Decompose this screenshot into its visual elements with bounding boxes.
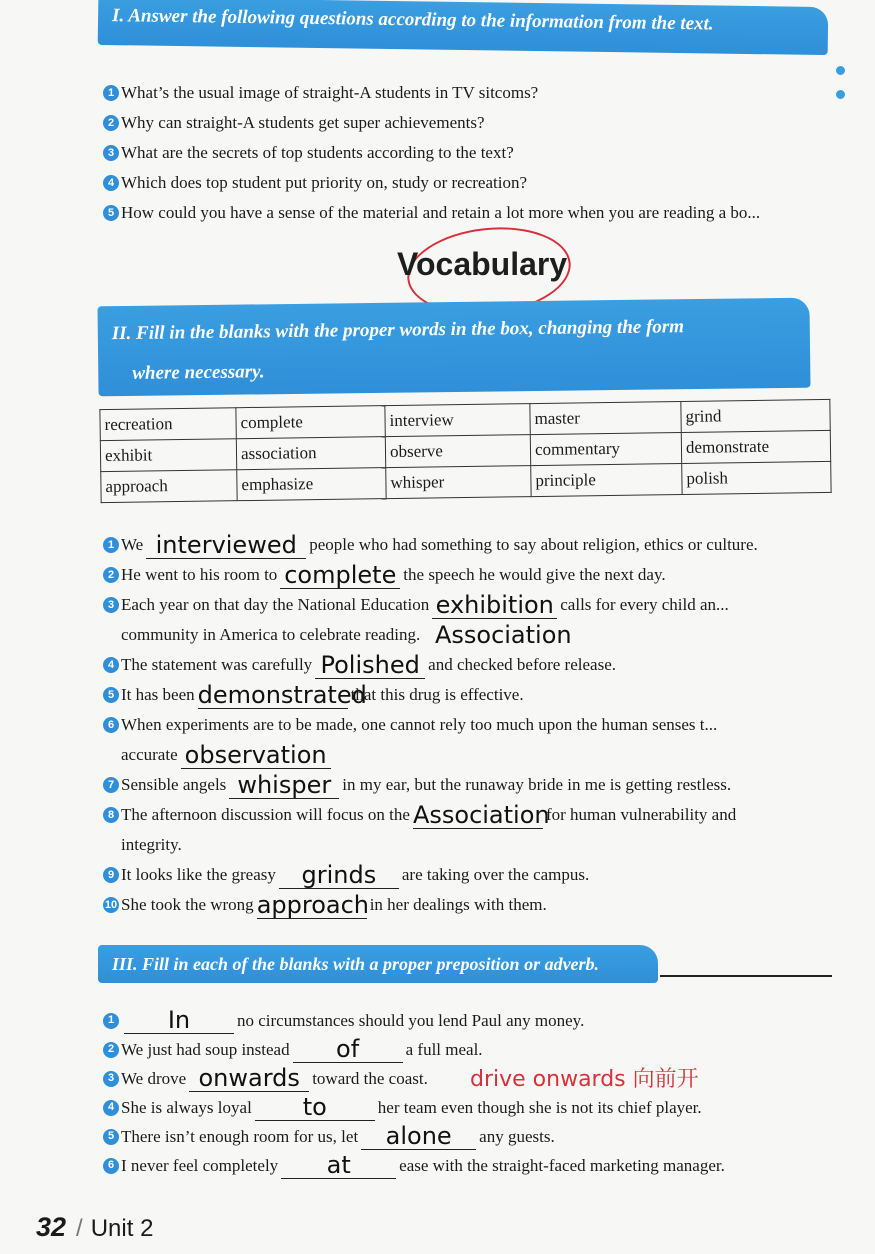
item-text-post: in my ear, but the runaway bride in me is getting restless. <box>342 775 732 794</box>
answer-blank[interactable]: demonstrated <box>197 680 367 709</box>
word-cell: whisper <box>386 466 531 499</box>
answer-blank[interactable]: onwards <box>189 1065 309 1092</box>
answer-blank[interactable]: of <box>293 1036 403 1063</box>
unit-label: Unit 2 <box>90 1215 154 1242</box>
fill-item <box>103 1122 843 1151</box>
fill-item <box>103 890 843 920</box>
section2-heading-line2: where necessary. <box>132 361 265 384</box>
item-text-post: people who had something to say about religion, ethics or culture. <box>309 535 758 554</box>
item-text-pre: I never feel completely <box>121 1156 279 1175</box>
item-text-pre: It looks like the greasy <box>121 865 276 884</box>
question-number: 4 <box>103 175 119 191</box>
item-number: 9 <box>103 867 119 883</box>
item-text-pre: There isn’t enough room for us, let <box>121 1127 359 1146</box>
item-text-pre: When experiments are to be made, one cannot rely too much upon the human senses t... <box>121 715 718 734</box>
item-number: 1 <box>103 537 119 553</box>
item-text-post: in her dealings with them. <box>369 895 547 914</box>
answer-blank[interactable]: exhibition <box>432 592 557 619</box>
section1-questions <box>103 78 843 228</box>
item-number: 1 <box>103 1013 119 1029</box>
fill-item <box>103 1006 843 1035</box>
item-text-pre: integrity. <box>121 835 182 854</box>
item-text-pre: The statement was carefully <box>121 655 313 674</box>
fill-item <box>103 1093 843 1122</box>
item-text-post: any guests. <box>479 1127 555 1146</box>
item-text-pre: She is always loyal <box>121 1098 252 1117</box>
fill-item <box>103 710 843 740</box>
item-text-pre: It has been <box>121 685 195 704</box>
section2-items <box>103 530 843 920</box>
item-text-pre: She took the wrong <box>121 895 254 914</box>
answer-blank[interactable]: interviewed <box>146 532 306 559</box>
item-number: 3 <box>103 1071 119 1087</box>
decor-dot <box>836 66 845 75</box>
question-number: 3 <box>103 145 119 161</box>
fill-item <box>103 1035 843 1064</box>
question-number: 2 <box>103 115 119 131</box>
item-number: 2 <box>103 567 119 583</box>
fill-item-continuation <box>103 740 843 770</box>
item-text-post: the speech he would give the next day. <box>403 565 666 584</box>
footer-separator: / <box>76 1215 83 1242</box>
word-cell: emphasize <box>237 468 386 501</box>
answer-blank[interactable]: alone <box>361 1123 476 1150</box>
item-number: 2 <box>103 1042 119 1058</box>
section1-heading: I. Answer the following questions according to the information from the text. <box>98 0 829 55</box>
question-text: What are the secrets of top students according to the text? <box>121 143 514 162</box>
word-cell: complete <box>236 406 385 439</box>
word-cell: association <box>236 437 385 470</box>
handwritten-note: drive onwards 向前开 <box>470 1067 699 1092</box>
item-text-pre: community in America to celebrate reading. <box>121 625 421 644</box>
item-number: 3 <box>103 597 119 613</box>
fill-item <box>103 650 843 680</box>
question-item <box>103 198 843 228</box>
answer-blank[interactable]: In <box>124 1007 234 1034</box>
item-text-pre: The afternoon discussion will focus on the <box>121 805 410 824</box>
fill-item <box>103 680 843 710</box>
word-cell: commentary <box>530 432 681 465</box>
item-text-post: for human vulnerability and <box>545 805 737 824</box>
item-text-post: her team even though she is not its chief player. <box>377 1098 702 1117</box>
item-number: 6 <box>103 1158 119 1174</box>
fill-item <box>103 860 843 890</box>
word-cell: recreation <box>100 408 236 441</box>
item-text-pre: accurate <box>121 745 178 764</box>
answer-blank[interactable]: Polished <box>315 652 425 679</box>
fill-item-continuation <box>103 620 843 650</box>
item-text-pre: We <box>121 535 144 554</box>
section2-heading-line1: II. Fill in the blanks with the proper words in the box, changing the form <box>111 316 685 345</box>
vocabulary-title: Vocabulary <box>397 246 568 282</box>
fill-item <box>103 800 843 830</box>
item-text-pre: Sensible angels <box>121 775 227 794</box>
item-text-post: toward the coast. <box>312 1069 428 1088</box>
section3-items <box>103 1006 843 1180</box>
word-cell: polish <box>682 461 831 494</box>
page-number: 32 <box>36 1212 67 1242</box>
answer-blank[interactable]: whisper <box>229 772 339 799</box>
item-text-post: are taking over the campus. <box>401 865 590 884</box>
word-cell: master <box>530 401 681 434</box>
item-number: 5 <box>103 1129 119 1145</box>
word-cell: observe <box>385 435 530 468</box>
word-cell: approach <box>101 470 237 503</box>
question-number: 5 <box>103 205 119 221</box>
answer-blank[interactable]: approach <box>256 890 369 919</box>
question-item <box>103 78 843 108</box>
item-text-pre: He went to his room to <box>121 565 278 584</box>
item-number: 8 <box>103 807 119 823</box>
question-item <box>103 168 843 198</box>
word-cell: grind <box>681 399 830 432</box>
question-text: How could you have a sense of the material and retain a lot more when you are reading a bo... <box>121 203 761 222</box>
item-text-post: a full meal. <box>405 1040 483 1059</box>
heading-rule <box>660 975 832 977</box>
item-number: 4 <box>103 1100 119 1116</box>
item-number: 10 <box>104 899 118 911</box>
word-cell: demonstrate <box>681 430 830 463</box>
answer-blank[interactable]: observation <box>181 742 331 769</box>
question-text: What’s the usual image of straight-A students in TV sitcoms? <box>121 83 539 102</box>
answer-blank[interactable]: complete <box>280 562 400 589</box>
question-text: Which does top student put priority on, study or recreation? <box>121 173 528 192</box>
item-number: 4 <box>103 657 119 673</box>
fill-item <box>103 1151 843 1180</box>
question-text: Why can straight-A students get super achievements? <box>121 113 485 132</box>
word-cell: principle <box>531 463 682 496</box>
question-number: 1 <box>103 85 119 101</box>
section2-heading <box>97 298 810 397</box>
answer-blank[interactable]: Association <box>434 621 572 649</box>
item-text-pre: Each year on that day the National Education <box>121 595 430 614</box>
item-text-post: no circumstances should you lend Paul any money. <box>237 1011 585 1030</box>
item-text-post: that this drug is effective. <box>350 685 524 704</box>
word-cell: interview <box>385 404 530 437</box>
answer-blank[interactable]: at <box>281 1152 396 1179</box>
fill-item <box>103 590 843 620</box>
fill-item <box>103 770 843 800</box>
item-number: 6 <box>103 717 119 733</box>
question-item <box>103 108 843 138</box>
fill-item <box>103 560 843 590</box>
fill-item <box>103 530 843 560</box>
item-number: 5 <box>103 687 119 703</box>
fill-item-continuation <box>103 830 843 860</box>
answer-blank[interactable]: to <box>255 1094 375 1121</box>
item-text-pre: We drove <box>121 1069 187 1088</box>
word-cell: exhibit <box>100 439 236 472</box>
item-text-pre: We just had soup instead <box>121 1040 290 1059</box>
item-text-post: and checked before release. <box>428 655 616 674</box>
item-text-post: ease with the straight-faced marketing manager. <box>399 1156 725 1175</box>
item-text-post: calls for every child an... <box>560 595 729 614</box>
item-number: 7 <box>103 777 119 793</box>
answer-blank[interactable]: Association <box>412 800 550 829</box>
page-footer <box>36 1212 153 1243</box>
section3-heading: III. Fill in each of the blanks with a proper preposition or adverb. <box>98 945 658 983</box>
word-box <box>99 399 831 503</box>
answer-blank[interactable]: grinds <box>279 862 399 889</box>
question-item <box>103 138 843 168</box>
